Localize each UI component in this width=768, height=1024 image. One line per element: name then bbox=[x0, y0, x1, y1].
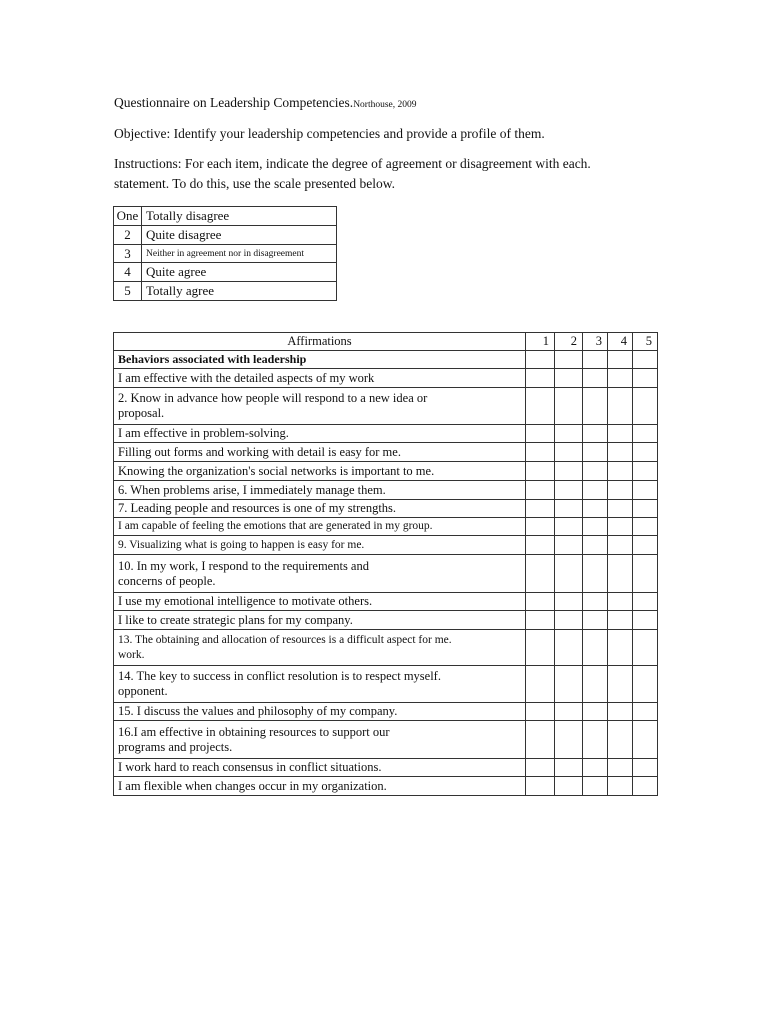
rating-cell[interactable] bbox=[608, 611, 633, 630]
table-row bbox=[114, 481, 658, 500]
affirmation-line: Filling out forms and working with detail is easy for me. bbox=[118, 444, 401, 459]
rating-cell[interactable] bbox=[633, 425, 658, 443]
rating-cell[interactable] bbox=[633, 481, 658, 500]
rating-cell[interactable] bbox=[633, 462, 658, 481]
scale-number: 4 bbox=[114, 263, 142, 282]
rating-cell[interactable] bbox=[526, 518, 555, 536]
affirmation-text bbox=[114, 555, 526, 593]
rating-cell[interactable] bbox=[555, 351, 583, 369]
rating-header-2: 2 bbox=[555, 333, 583, 351]
rating-cell[interactable] bbox=[608, 518, 633, 536]
rating-cell[interactable] bbox=[555, 555, 583, 593]
rating-cell[interactable] bbox=[526, 593, 555, 611]
rating-cell[interactable] bbox=[555, 630, 583, 666]
affirmation-text bbox=[114, 425, 526, 443]
rating-cell[interactable] bbox=[633, 593, 658, 611]
rating-cell[interactable] bbox=[633, 721, 658, 759]
rating-cell[interactable] bbox=[526, 481, 555, 500]
rating-cell[interactable] bbox=[555, 518, 583, 536]
affirmation-line: I like to create strategic plans for my company. bbox=[118, 612, 353, 627]
rating-cell[interactable] bbox=[526, 721, 555, 759]
rating-cell[interactable] bbox=[608, 721, 633, 759]
rating-cell[interactable] bbox=[526, 703, 555, 721]
rating-cell[interactable] bbox=[608, 777, 633, 796]
affirmation-line: 14. The key to success in conflict resolution is to respect myself. bbox=[118, 669, 441, 683]
table-row bbox=[114, 388, 658, 425]
rating-cell[interactable] bbox=[583, 462, 608, 481]
document-title bbox=[114, 95, 417, 113]
rating-cell[interactable] bbox=[633, 369, 658, 388]
rating-cell[interactable] bbox=[633, 777, 658, 796]
rating-cell[interactable] bbox=[555, 425, 583, 443]
rating-cell[interactable] bbox=[583, 759, 608, 777]
affirmation-line: I am effective in problem-solving. bbox=[118, 426, 289, 440]
table-row bbox=[114, 500, 658, 518]
rating-cell[interactable] bbox=[633, 555, 658, 593]
affirmation-text bbox=[114, 666, 526, 703]
rating-cell[interactable] bbox=[583, 518, 608, 536]
table-row bbox=[114, 666, 658, 703]
affirmation-line: 9. Visualizing what is going to happen is easy for me. bbox=[118, 538, 365, 551]
affirmation-line: 13. The obtaining and allocation of resources is a difficult aspect for me. bbox=[118, 633, 452, 646]
rating-cell[interactable] bbox=[555, 721, 583, 759]
rating-cell[interactable] bbox=[583, 443, 608, 462]
affirmation-text bbox=[114, 721, 526, 759]
table-header-row bbox=[114, 333, 658, 351]
table-row bbox=[114, 593, 658, 611]
rating-cell[interactable] bbox=[633, 703, 658, 721]
affirmation-line: opponent. bbox=[118, 684, 168, 698]
rating-cell[interactable] bbox=[555, 388, 583, 425]
table-row bbox=[114, 518, 658, 536]
rating-cell[interactable] bbox=[555, 703, 583, 721]
table-row bbox=[114, 369, 658, 388]
scale-row bbox=[114, 226, 337, 245]
rating-cell[interactable] bbox=[583, 481, 608, 500]
affirmation-text bbox=[114, 759, 526, 777]
scale-number: 2 bbox=[114, 226, 142, 245]
rating-cell[interactable] bbox=[633, 388, 658, 425]
affirmation-line: 16.I am effective in obtaining resources to support our bbox=[118, 724, 390, 739]
scale-number: 3 bbox=[114, 245, 142, 263]
affirmation-text bbox=[114, 536, 526, 555]
rating-cell[interactable] bbox=[583, 425, 608, 443]
table-row bbox=[114, 759, 658, 777]
scale-row bbox=[114, 245, 337, 263]
scale-label: Quite agree bbox=[142, 263, 337, 282]
rating-cell[interactable] bbox=[583, 388, 608, 425]
affirmation-line: 15. I discuss the values and philosophy of my company. bbox=[118, 704, 398, 718]
rating-cell[interactable] bbox=[555, 369, 583, 388]
rating-cell[interactable] bbox=[583, 369, 608, 388]
rating-cell[interactable] bbox=[526, 462, 555, 481]
rating-cell[interactable] bbox=[526, 425, 555, 443]
affirmations-header: Affirmations bbox=[114, 333, 526, 351]
affirmation-line: 2. Know in advance how people will respond to a new idea or bbox=[118, 391, 428, 405]
rating-cell[interactable] bbox=[555, 777, 583, 796]
affirmation-line: work. bbox=[118, 648, 145, 661]
title-text: Questionnaire on Leadership Competencies. bbox=[114, 95, 354, 110]
scale-label: Totally agree bbox=[142, 282, 337, 301]
rating-cell[interactable] bbox=[608, 351, 633, 369]
rating-cell[interactable] bbox=[608, 481, 633, 500]
table-row bbox=[114, 462, 658, 481]
rating-cell[interactable] bbox=[608, 500, 633, 518]
rating-cell[interactable] bbox=[555, 666, 583, 703]
rating-cell[interactable] bbox=[526, 351, 555, 369]
rating-cell[interactable] bbox=[633, 351, 658, 369]
affirmation-text bbox=[114, 777, 526, 796]
scale-label: Totally disagree bbox=[142, 207, 337, 226]
rating-cell[interactable] bbox=[583, 351, 608, 369]
rating-cell[interactable] bbox=[583, 593, 608, 611]
affirmation-text bbox=[114, 481, 526, 500]
scale-row bbox=[114, 263, 337, 282]
rating-cell[interactable] bbox=[608, 369, 633, 388]
rating-cell[interactable] bbox=[555, 481, 583, 500]
rating-cell[interactable] bbox=[555, 462, 583, 481]
rating-cell[interactable] bbox=[633, 443, 658, 462]
rating-cell[interactable] bbox=[608, 536, 633, 555]
scale-number: 5 bbox=[114, 282, 142, 301]
scale-label: Quite disagree bbox=[142, 226, 337, 245]
table-row bbox=[114, 536, 658, 555]
rating-cell[interactable] bbox=[633, 759, 658, 777]
affirmation-text bbox=[114, 518, 526, 536]
table-row bbox=[114, 425, 658, 443]
rating-cell[interactable] bbox=[583, 666, 608, 703]
affirmation-line: I work hard to reach consensus in conflict situations. bbox=[118, 760, 382, 774]
rating-cell[interactable] bbox=[526, 666, 555, 703]
rating-cell[interactable] bbox=[583, 630, 608, 666]
affirmation-text bbox=[114, 611, 526, 630]
table-row bbox=[114, 611, 658, 630]
rating-cell[interactable] bbox=[526, 388, 555, 425]
rating-cell[interactable] bbox=[608, 443, 633, 462]
rating-cell[interactable] bbox=[608, 388, 633, 425]
affirmation-text bbox=[114, 443, 526, 462]
rating-cell[interactable] bbox=[583, 500, 608, 518]
rating-cell[interactable] bbox=[583, 555, 608, 593]
rating-cell[interactable] bbox=[608, 703, 633, 721]
affirmation-text bbox=[114, 462, 526, 481]
section-title: Behaviors associated with leadership bbox=[114, 351, 526, 369]
affirmation-text bbox=[114, 369, 526, 388]
scale-row bbox=[114, 282, 337, 301]
affirmation-line: 10. In my work, I respond to the requirements and bbox=[118, 558, 369, 573]
affirmation-line: 7. Leading people and resources is one of my strengths. bbox=[118, 501, 397, 515]
rating-cell[interactable] bbox=[526, 759, 555, 777]
rating-cell[interactable] bbox=[608, 555, 633, 593]
rating-cell[interactable] bbox=[555, 500, 583, 518]
rating-cell[interactable] bbox=[633, 630, 658, 666]
rating-cell[interactable] bbox=[608, 630, 633, 666]
rating-cell[interactable] bbox=[526, 536, 555, 555]
table-row bbox=[114, 443, 658, 462]
rating-header-5: 5 bbox=[633, 333, 658, 351]
table-row bbox=[114, 630, 658, 666]
rating-cell[interactable] bbox=[555, 759, 583, 777]
rating-cell[interactable] bbox=[583, 703, 608, 721]
table-row bbox=[114, 555, 658, 593]
rating-cell[interactable] bbox=[633, 666, 658, 703]
rating-cell[interactable] bbox=[583, 536, 608, 555]
affirmation-line: I am flexible when changes occur in my organization. bbox=[118, 778, 387, 793]
rating-cell[interactable] bbox=[526, 500, 555, 518]
affirmation-line: programs and projects. bbox=[118, 739, 233, 754]
scale-number: One bbox=[114, 207, 142, 226]
scale-label: Neither in agreement nor in disagreement bbox=[142, 245, 337, 263]
scale-row bbox=[114, 207, 337, 226]
rating-cell[interactable] bbox=[555, 611, 583, 630]
affirmation-text bbox=[114, 593, 526, 611]
rating-cell[interactable] bbox=[633, 518, 658, 536]
affirmation-text bbox=[114, 388, 526, 425]
rating-cell[interactable] bbox=[633, 500, 658, 518]
affirmation-line: Knowing the organization's social networks is important to me. bbox=[118, 463, 435, 478]
rating-cell[interactable] bbox=[526, 555, 555, 593]
rating-cell[interactable] bbox=[526, 777, 555, 796]
instructions-line-1: Instructions: For each item, indicate the degree of agreement or disagreement with each. bbox=[114, 156, 591, 171]
rating-cell[interactable] bbox=[555, 536, 583, 555]
rating-header-3: 3 bbox=[583, 333, 608, 351]
rating-cell[interactable] bbox=[526, 443, 555, 462]
table-row bbox=[114, 777, 658, 796]
rating-cell[interactable] bbox=[608, 425, 633, 443]
rating-cell[interactable] bbox=[608, 759, 633, 777]
rating-cell[interactable] bbox=[555, 593, 583, 611]
table-row bbox=[114, 703, 658, 721]
instructions-line-2: statement. To do this, use the scale presented below. bbox=[114, 176, 395, 191]
affirmation-line: I am capable of feeling the emotions that are generated in my group. bbox=[118, 520, 433, 532]
affirmation-line: I use my emotional intelligence to motivate others. bbox=[118, 594, 373, 608]
scale-table bbox=[113, 206, 337, 301]
rating-cell[interactable] bbox=[608, 593, 633, 611]
rating-cell[interactable] bbox=[583, 777, 608, 796]
rating-cell[interactable] bbox=[633, 536, 658, 555]
section-row bbox=[114, 351, 658, 369]
rating-cell[interactable] bbox=[583, 611, 608, 630]
affirmation-line: proposal. bbox=[118, 406, 165, 420]
affirmation-line: I am effective with the detailed aspects of my work bbox=[118, 370, 375, 385]
source-citation: Northouse, 2009 bbox=[353, 100, 417, 110]
affirmation-text bbox=[114, 703, 526, 721]
rating-cell[interactable] bbox=[608, 462, 633, 481]
rating-header-4: 4 bbox=[608, 333, 633, 351]
rating-cell[interactable] bbox=[526, 630, 555, 666]
affirmation-text bbox=[114, 630, 526, 666]
affirmation-line: 6. When problems arise, I immediately manage them. bbox=[118, 482, 386, 497]
affirmation-text bbox=[114, 500, 526, 518]
rating-cell[interactable] bbox=[608, 666, 633, 703]
affirmations-table bbox=[113, 332, 658, 796]
rating-cell[interactable] bbox=[526, 369, 555, 388]
table-row bbox=[114, 721, 658, 759]
rating-cell[interactable] bbox=[555, 443, 583, 462]
objective-text: Objective: Identify your leadership competencies and provide a profile of them. bbox=[114, 126, 545, 141]
rating-cell[interactable] bbox=[583, 721, 608, 759]
rating-cell[interactable] bbox=[526, 611, 555, 630]
affirmation-line: concerns of people. bbox=[118, 573, 216, 588]
rating-cell[interactable] bbox=[633, 611, 658, 630]
rating-header-1: 1 bbox=[526, 333, 555, 351]
